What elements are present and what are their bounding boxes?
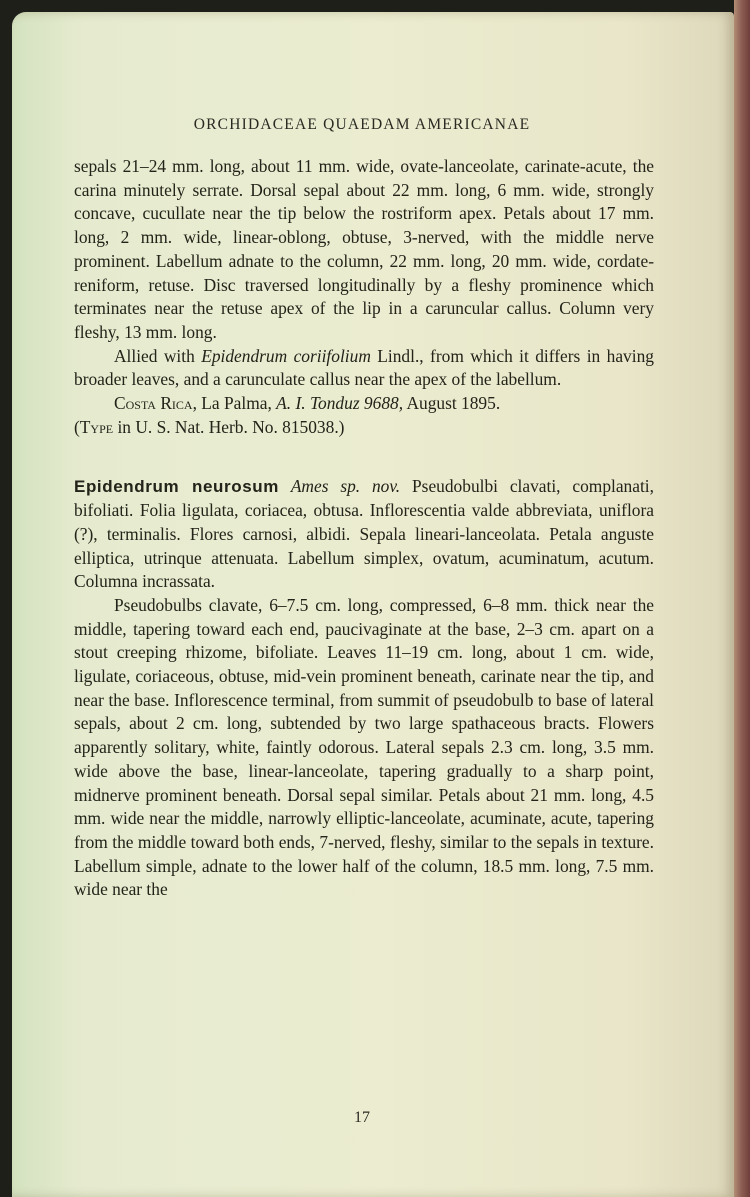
species-authority-italic: Ames sp. nov.: [290, 476, 401, 497]
paragraph-type: [74, 416, 654, 440]
species-name-italic: Epidendrum coriifolium: [201, 345, 371, 366]
collection-date: August 1895.: [403, 393, 501, 414]
paragraph-locality: [74, 392, 654, 416]
running-head: ORCHIDACEAE QUAEDAM AMERICANAE: [193, 116, 531, 133]
page-number: 17: [354, 1109, 370, 1126]
type-specimen-text: in U. S. Nat. Herb. No. 815038.): [113, 416, 345, 437]
type-smallcaps: Type: [79, 416, 114, 437]
locality-text: , La Palma,: [192, 393, 277, 414]
affinity-text: Allied with: [114, 345, 202, 366]
book-page: [12, 12, 734, 1197]
affinity-text-continued: Lindl., from which it differs in having broader leaves, and a carunculate callus near the apex of the labellum.: [74, 345, 654, 390]
country-smallcaps: Costa Rica: [114, 393, 193, 414]
paragraph-english-description: Pseudobulbs clavate, 6–7.5 cm. long, compressed, 6–8 mm. thick near the middle, tapering toward each end, paucivaginate at the base, 2–3 cm. apart on a stout creeping rhizome, bifoliate. Leaves 11–19 cm. long, about 1 cm. wide, ligulate, coriaceous, obtuse, mid-vein prominent beneath, carinate near the tip, and near the base. Inflorescence terminal, from summit of pseudobulb to base of lateral sepals, about 2 cm. long, subtended by two large spathaceous bracts. Flowers apparently solitary, white, faintly odorous. Lateral sepals 2.3 cm. long, 3.5 mm. wide above the base, linear-lanceolate, tapering gradually to a sharp point, midnerve prominent beneath. Dorsal sepal similar. Petals about 21 mm. long, 4.5 mm. wide near the middle, narrowly elliptic-lanceolate, acuminate, acute, tapering from the middle toward both ends, 7-nerved, fleshy, similar to the sepals in texture. Labellum simple, adnate to the lower half of the column, 18.5 mm. long, 7.5 mm. wide near the: [74, 594, 654, 900]
collector-italic: A. I. Tonduz 9688,: [276, 393, 404, 414]
type-paren: (: [74, 416, 80, 437]
paragraph-description: sepals 21–24 mm. long, about 11 mm. wide, ovate-lanceolate, carinate-acute, the carina minutely serrate. Dorsal sepal about 22 mm. long, 6 mm. wide, strongly concave, cucullate near the tip below the rostriform apex. Petals about 17 mm. long, 2 mm. wide, linear-oblong, obtuse, 3-nerved, with the middle nerve prominent. Labellum adnate to the column, 22 mm. long, 20 mm. wide, cordate-reniform, retuse. Disc traversed longitudinally by a fleshy prominence which terminates near the retuse apex of the lip in a caruncular callus. Column very fleshy, 13 mm. long.: [74, 156, 654, 342]
species-heading: Epidendrum neurosum: [74, 477, 279, 497]
paragraph-affinity: [74, 345, 654, 392]
paragraph-new-species: [74, 475, 654, 594]
body-text: [74, 155, 654, 902]
book-edge: [734, 0, 750, 1197]
section-spacer: [74, 439, 654, 475]
latin-diagnosis: Pseudobulbi clavati, complanati, bifoliati. Folia ligulata, coriacea, obtusa. Inflorescentia valde abbreviata, uniflora (?), terminalis. Flores carnosi, albidi. Sepala lineari-lanceolata. Petala anguste elliptica, utrinque attenuata. Labellum simplex, ovatum, acuminatum, acutum. Columna incrassata.: [74, 476, 654, 592]
